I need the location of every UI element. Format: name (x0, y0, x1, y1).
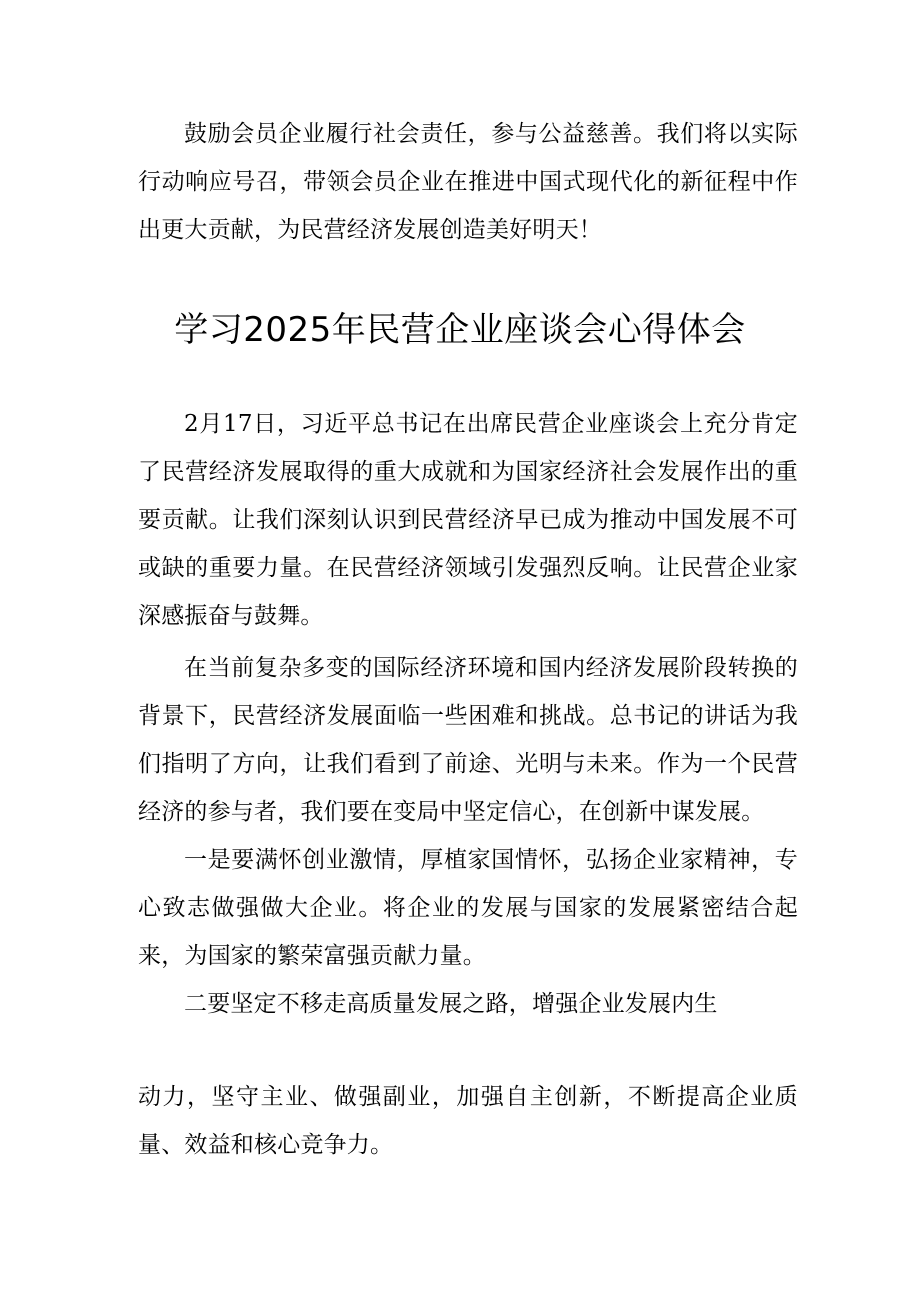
body-paragraph: 一是要满怀创业激情，厚植家国情怀，弘扬企业家精神，专心致志做强做大企业。将企业的发展与国家的发展紧密结合起来，为国家的繁荣富强贡献力量。 (138, 847, 798, 969)
body-paragraph-continued: 动力，坚守主业、做强副业，加强自主创新，不断提高企业质量、效益和核心竞争力。 (138, 1084, 798, 1158)
body-paragraph: 在当前复杂多变的国际经济环境和国内经济发展阶段转换的背景下，民营经济发展面临一些困难和挑战。总书记的讲话为我们指明了方向，让我们看到了前途、光明与未来。作为一个民营经济的参与者，我们要在变局中坚定信心，在创新中谋发展。 (138, 655, 798, 825)
body-paragraph: 鼓励会员企业履行社会责任，参与公益慈善。我们将以实际行动响应号召，带领会员企业在推进中国式现代化的新征程中作出更大贡献，为民营经济发展创造美好明天！ (138, 121, 798, 243)
document-title: 学习2025年民营企业座谈会心得体会 (174, 310, 746, 350)
body-paragraph: 2月17日，习近平总书记在出席民营企业座谈会上充分肯定了民营经济发展取得的重大成就和为国家经济社会发展作出的重要贡献。让我们深刻认识到民营经济早已成为推动中国发展不可或缺的重要力量。在民营经济领域引发强烈反响。让民营企业家深感振奋与鼓舞。 (138, 411, 798, 629)
body-paragraph: 二要坚定不移走高质量发展之路，增强企业发展内生 (184, 991, 718, 1017)
